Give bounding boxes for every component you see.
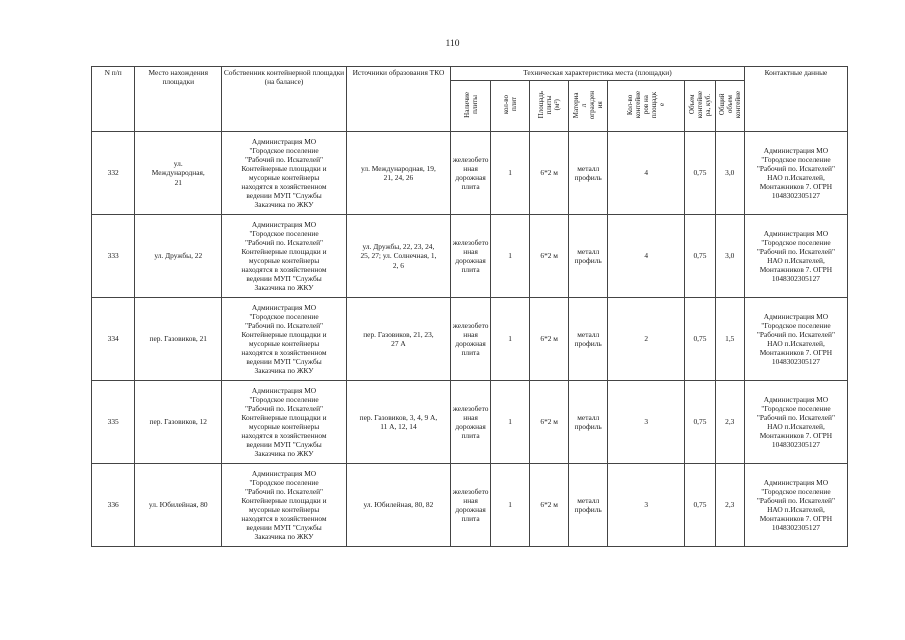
cell-slab: железобето нная дорожная плита [451,381,491,464]
header-slab-area: Площадь плиты (м²) [530,81,569,132]
cell-area: 6*2 м [530,215,569,298]
table-row [92,381,848,464]
header-contacts: Контактные данные [744,67,847,132]
cell-contacts: Администрация МО "Городское поселение "Рабочий по. Искателей" НАО п.Искателей, Монтажников 7. ОГРН 1048302305127 [744,298,847,381]
header-location: Место нахождения площадки [135,67,222,132]
cell-area: 6*2 м [530,464,569,547]
cell-contacts: Администрация МО "Городское поселение "Рабочий по. Искателей" НАО п.Искателей, Монтажников 7. ОГРН 1048302305127 [744,464,847,547]
cell-area: 6*2 м [530,381,569,464]
header-num: N п/п [92,67,135,132]
cell-num: 332 [92,132,135,215]
cell-container-volume: 0,75 [685,132,715,215]
header-tech: Техническая характеристика места (площадки) [451,67,745,81]
header-slab-count: кол-во плит [491,81,530,132]
cell-container-volume: 0,75 [685,215,715,298]
cell-fence: металл профиль [569,381,608,464]
cell-slab: железобето нная дорожная плита [451,464,491,547]
cell-contacts: Администрация МО "Городское поселение "Рабочий по. Искателей" НАО п.Искателей, Монтажников 7. ОГРН 1048302305127 [744,132,847,215]
header-owner: Собственник контейнерной площадки (на балансе) [222,67,347,132]
cell-sources: ул. Юбилейная, 80, 82 [346,464,450,547]
cell-area: 6*2 м [530,298,569,381]
cell-fence: металл профиль [569,298,608,381]
header-container-volume: Объем контейне ра, куб. [685,81,715,132]
header-slab: Наличие плиты [451,81,491,132]
cell-location: ул. Юбилейная, 80 [135,464,222,547]
cell-fence: металл профиль [569,215,608,298]
cell-area: 6*2 м [530,132,569,215]
cell-total-volume: 1,5 [715,298,744,381]
header-container-count: Кол-во контейне ров на площадк е [608,81,685,132]
cell-total-volume: 2,3 [715,464,744,547]
cell-containers: 4 [608,215,685,298]
cell-location: ул. Дружбы, 22 [135,215,222,298]
cell-owner: Администрация МО "Городское поселение "Рабочий по. Искателей" Контейнерные площадки и мусорные контейнеры находятся в хозяйственном ведении МУП "Службы Заказчика по ЖКУ [222,298,347,381]
cell-slab: железобето нная дорожная плита [451,215,491,298]
cell-owner: Администрация МО "Городское поселение "Рабочий по. Искателей" Контейнерные площадки и мусорные контейнеры находятся в хозяйственном ведении МУП "Службы Заказчика по ЖКУ [222,132,347,215]
cell-num: 336 [92,464,135,547]
cell-fence: металл профиль [569,132,608,215]
cell-contacts: Администрация МО "Городское поселение "Рабочий по. Искателей" НАО п.Искателей, Монтажников 7. ОГРН 1048302305127 [744,381,847,464]
cell-slab-count: 1 [491,381,530,464]
cell-slab-count: 1 [491,132,530,215]
cell-contacts: Администрация МО "Городское поселение "Рабочий по. Искателей" НАО п.Искателей, Монтажников 7. ОГРН 1048302305127 [744,215,847,298]
header-fence-material: Материа л огражден ия [569,81,608,132]
cell-owner: Администрация МО "Городское поселение "Рабочий по. Искателей" Контейнерные площадки и мусорные контейнеры находятся в хозяйственном ведении МУП "Службы Заказчика по ЖКУ [222,215,347,298]
cell-containers: 3 [608,464,685,547]
cell-sources: ул. Дружбы, 22, 23, 24, 25, 27; ул. Солнечная, 1, 2, 6 [346,215,450,298]
cell-total-volume: 3,0 [715,215,744,298]
cell-slab-count: 1 [491,298,530,381]
container-site-registry-table [91,66,848,547]
page-number: 110 [445,39,460,49]
cell-containers: 3 [608,381,685,464]
cell-container-volume: 0,75 [685,464,715,547]
cell-num: 335 [92,381,135,464]
table-row [92,464,848,547]
cell-owner: Администрация МО "Городское поселение "Рабочий по. Искателей" Контейнерные площадки и мусорные контейнеры находятся в хозяйственном ведении МУП "Службы Заказчика по ЖКУ [222,464,347,547]
cell-total-volume: 2,3 [715,381,744,464]
cell-slab-count: 1 [491,215,530,298]
cell-slab-count: 1 [491,464,530,547]
table-row [92,298,848,381]
cell-containers: 2 [608,298,685,381]
header-row-main [92,67,848,81]
cell-location: пер. Газовиков, 12 [135,381,222,464]
cell-sources: пер. Газовиков, 3, 4, 9 А, 11 А, 12, 14 [346,381,450,464]
header-sources: Источники образования ТКО [346,67,450,132]
cell-location: пер. Газовиков, 21 [135,298,222,381]
table-row [92,132,848,215]
table-row [92,215,848,298]
cell-container-volume: 0,75 [685,381,715,464]
cell-container-volume: 0,75 [685,298,715,381]
cell-sources: ул. Международная, 19, 21, 24, 26 [346,132,450,215]
header-total-volume: Общий объем контейне [715,81,744,132]
cell-containers: 4 [608,132,685,215]
cell-slab: железобето нная дорожная плита [451,132,491,215]
cell-slab: железобето нная дорожная плита [451,298,491,381]
cell-sources: пер. Газовиков, 21, 23, 27 А [346,298,450,381]
cell-num: 334 [92,298,135,381]
cell-owner: Администрация МО "Городское поселение "Рабочий по. Искателей" Контейнерные площадки и мусорные контейнеры находятся в хозяйственном ведении МУП "Службы Заказчика по ЖКУ [222,381,347,464]
cell-fence: металл профиль [569,464,608,547]
cell-num: 333 [92,215,135,298]
cell-location: ул. Международная, 21 [135,132,222,215]
cell-total-volume: 3,0 [715,132,744,215]
